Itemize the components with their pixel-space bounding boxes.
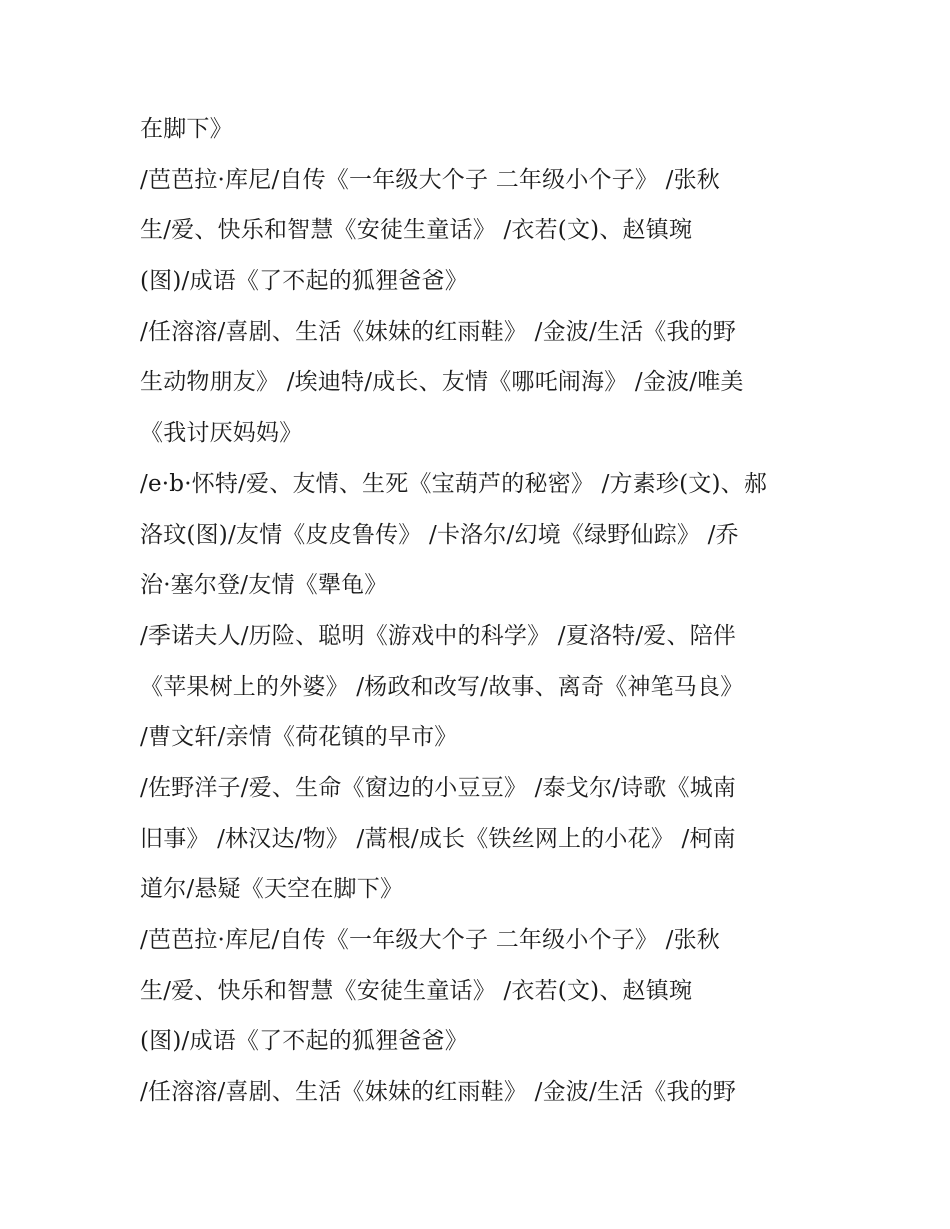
text-line: 生/爱、快乐和智慧《安徒生童话》 /衣若(文)、赵镇琬 (140, 217, 693, 244)
text-line: /曹文轩/亲情《荷花镇的早市》 (140, 724, 458, 751)
text-line: /e·b·怀特/爱、友情、生死《宝葫芦的秘密》 /方素珍(文)、郝 (140, 470, 768, 497)
text-line: /芭芭拉·库尼/自传《一年级大个子 二年级小个子》 /张秋 (140, 166, 720, 193)
text-line: 《我讨厌妈妈》 (140, 420, 303, 447)
text-line: /任溶溶/喜剧、生活《妹妹的红雨鞋》 /金波/生活《我的野 (140, 318, 737, 345)
text-line: /季诺夫人/历险、聪明《游戏中的科学》 /夏洛特/爱、陪伴 (140, 622, 737, 649)
text-line: 生动物朋友》 /埃迪特/成长、友情《哪吒闹海》 /金波/唯美 (140, 369, 744, 396)
text-line: /任溶溶/喜剧、生活《妹妹的红雨鞋》 /金波/生活《我的野 (140, 1079, 737, 1106)
text-line: 道尔/悬疑《天空在脚下》 (140, 876, 404, 903)
text-line: 在脚下》 (140, 116, 233, 142)
text-line: 旧事》 /林汉达/物》 /蒿根/成长《铁丝网上的小花》 /柯南 (140, 825, 736, 852)
text-line: (图)/成语《了不起的狐狸爸爸》 (140, 1028, 468, 1055)
text-line: 治·塞尔登/友情《犟龟》 (140, 572, 388, 599)
book-list-text (140, 104, 820, 1118)
text-line: 《苹果树上的外婆》 /杨政和改写/故事、离奇《神笔马良》 (140, 673, 744, 700)
text-line: 生/爱、快乐和智慧《安徒生童话》 /衣若(文)、赵镇琬 (140, 977, 693, 1004)
text-line: /芭芭拉·库尼/自传《一年级大个子 二年级小个子》 /张秋 (140, 927, 720, 953)
text-line: /佐野洋子/爱、生命《窗边的小豆豆》 /泰戈尔/诗歌《城南 (140, 774, 737, 801)
text-line: 洛玟(图)/友情《皮皮鲁传》 /卡洛尔/幻境《绿野仙踪》 /乔 (140, 521, 739, 548)
text-line: (图)/成语《了不起的狐狸爸爸》 (140, 268, 468, 295)
